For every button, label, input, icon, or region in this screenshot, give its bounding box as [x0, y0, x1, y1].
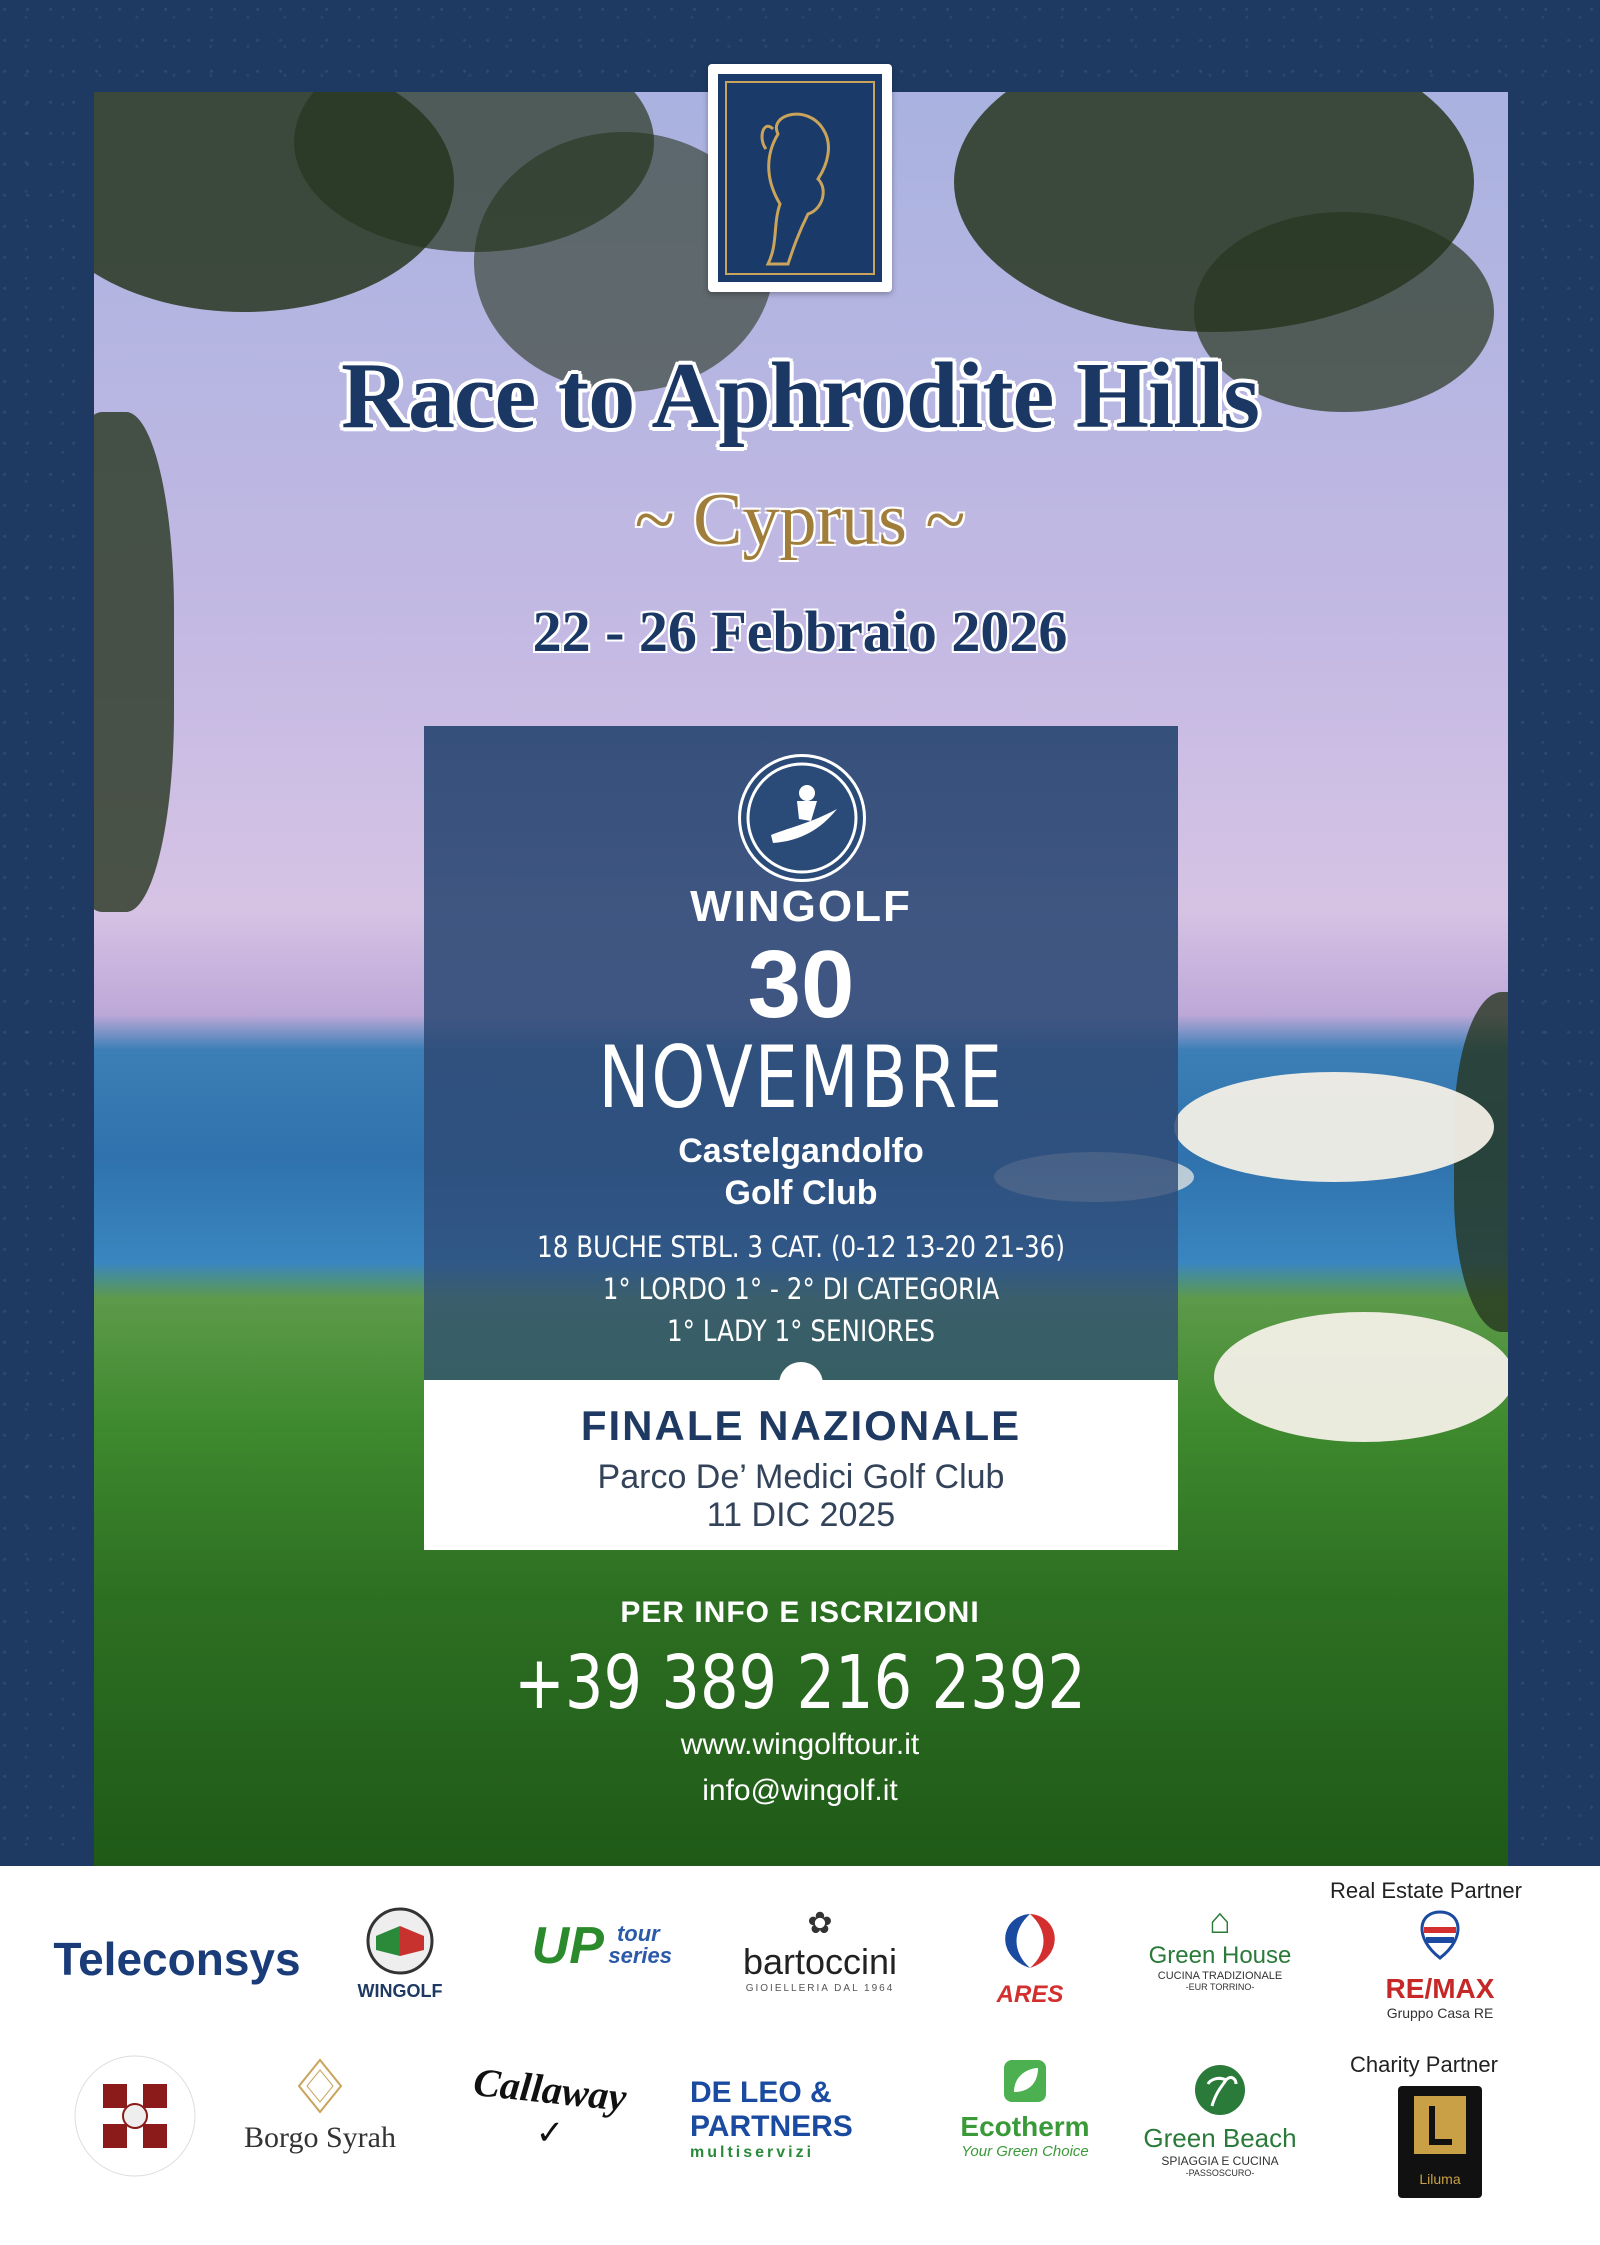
sponsor-green-beach-sub2: -PASSOSCURO- [1185, 2168, 1255, 2178]
aphrodite-hills-logo [708, 64, 892, 292]
real-estate-partner-label: Real Estate Partner [1330, 1878, 1522, 1903]
sponsor-green-house-label: Green House [1148, 1942, 1292, 1969]
sponsor-de-leo-sub: PARTNERS [690, 2110, 853, 2143]
sponsor-remax-label: RE/MAX [1385, 1973, 1495, 2004]
leaf-icon [1000, 2056, 1050, 2106]
charity-partner-label: Charity Partner [1350, 2052, 1498, 2077]
sponsor-green-beach-label: Green Beach [1143, 2123, 1297, 2153]
sponsor-green-house-sub: CUCINA TRADIZIONALE [1157, 1970, 1283, 1982]
prize-rule: 1° LADY 1° SENIORES [666, 1314, 936, 1348]
final-title: FINALE NAZIONALE [580, 1402, 1022, 1449]
chevron-icon: ✓ [535, 2114, 565, 2152]
event-dates: 22 - 26 Febbraio 2026 [532, 599, 1068, 664]
email-link[interactable]: info@wingolf.it [702, 1774, 898, 1807]
final-panel [424, 1380, 1178, 1550]
sponsor-borgo-syrah-label: Borgo Syrah [244, 2121, 396, 2154]
format-rule: 18 BUCHE STBL. 3 CAT. (0-12 13-20 21-36) [537, 1230, 1065, 1264]
balloon-icon [1410, 1908, 1470, 1968]
venue-name-line2: Golf Club [724, 1174, 878, 1212]
sponsor-callaway-label: Callaway [471, 2059, 629, 2120]
phone-number[interactable]: +39 389 216 2392 [513, 1640, 1086, 1726]
sponsor-ares [970, 1906, 1090, 2009]
poster-subtitle: ~ Cyprus ~ [634, 479, 966, 561]
sponsor-teleconsys: Teleconsys [53, 1933, 301, 1985]
panel-notch [779, 1362, 823, 1406]
event-panel [424, 726, 1178, 1380]
sponsor-de-leo-sub2: multiservizi [690, 2144, 815, 2161]
sponsor-green-beach-sub: SPIAGGIA E CUCINA [1161, 2154, 1279, 2168]
info-label: PER INFO E ISCRIZIONI [620, 1596, 980, 1629]
diamond-icon [295, 2056, 345, 2116]
sponsor-up-label: UP [531, 1917, 604, 1975]
liluma-logo-icon [1398, 2086, 1482, 2166]
house-icon: ⌂ [1209, 1900, 1231, 1941]
sponsor-remax-sub: Gruppo Casa RE [1386, 2005, 1494, 2021]
sponsor-wingolf-label: WINGOLF [357, 1981, 443, 2001]
final-date: 11 DIC 2025 [706, 1496, 896, 1534]
sponsor-green-beach [1125, 2062, 1315, 2178]
sponsor-aimog [60, 2046, 210, 2191]
sponsor-wingolf [350, 1906, 450, 2002]
prize-rule: 1° LORDO 1° - 2° DI CATEGORIA [602, 1272, 1000, 1306]
palm-icon [1192, 2062, 1248, 2118]
venue-name-line1: Castelgandolfo [678, 1132, 924, 1170]
final-venue: Parco De’ Medici Golf Club [597, 1458, 1005, 1496]
website-link[interactable]: www.wingolftour.it [680, 1728, 920, 1761]
sponsor-de-leo-label: DE LEO & [690, 2076, 832, 2109]
sponsor-ecotherm [940, 2056, 1110, 2160]
sponsor-liluma-label: Liluma [1419, 2171, 1461, 2187]
poster-title: Race to Aphrodite Hills [341, 344, 1259, 448]
event-month: NOVEMBRE [598, 1028, 1004, 1128]
bartoccini-flower-icon: ✿ [807, 1907, 833, 1940]
sponsor-aimog-label [60, 2046, 61, 2047]
sponsor-green-house [1130, 1900, 1310, 1992]
sponsor-ecotherm-label: Ecotherm [960, 2111, 1090, 2142]
wingolf-ball-icon [360, 1906, 440, 1976]
sponsor-remax [1350, 1908, 1530, 2021]
event-day: 30 [747, 931, 855, 1038]
sponsor-bartoccini [720, 1906, 920, 1994]
sponsor-ecotherm-sub: Your Green Choice [961, 2143, 1089, 2160]
sponsor-de-leo [690, 2076, 890, 2162]
wingolf-golfer-icon [738, 754, 866, 882]
sponsor-bartoccini-label: bartoccini [742, 1941, 898, 1982]
sponsor-up-tour [520, 1916, 680, 1976]
wingolf-brand: WINGOLF [690, 882, 912, 931]
sponsor-borgo-syrah [230, 2056, 410, 2155]
medical-cross-icon [65, 2046, 205, 2186]
sponsor-green-house-sub2: -EUR TORRINO- [1185, 1982, 1255, 1992]
sponsor-bartoccini-sub: GIOIELLERIA DAL 1964 [745, 1983, 895, 1994]
sponsor-callaway [460, 2059, 640, 2153]
sponsor-ares-label: ARES [996, 1981, 1064, 2008]
sponsor-liluma [1398, 2086, 1482, 2198]
ares-swoosh-icon [990, 1906, 1070, 1976]
sponsor-up-sub: tour series [608, 1921, 672, 1968]
sponsors-bar [0, 1866, 1600, 2245]
